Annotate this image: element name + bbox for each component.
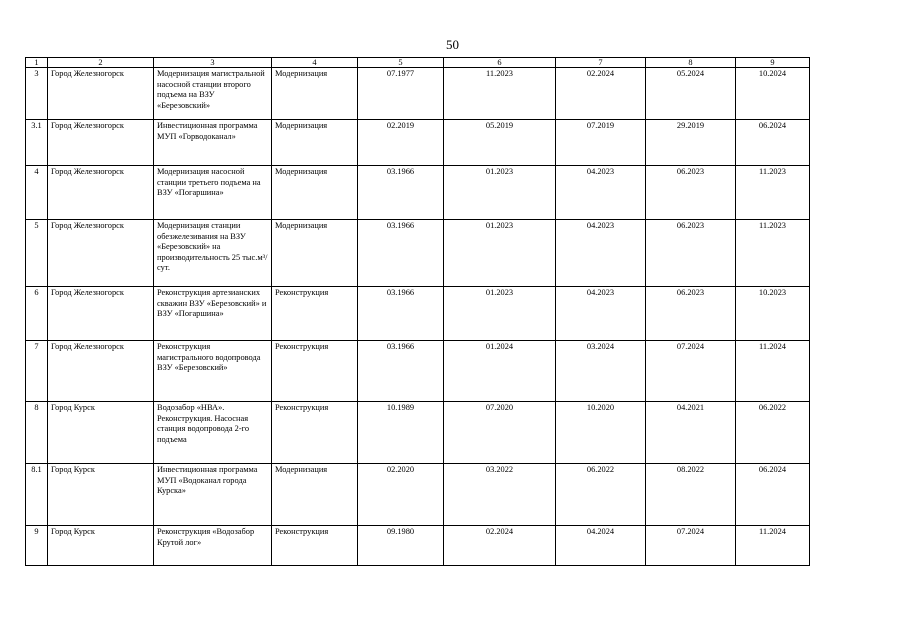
page-number: 50 [446, 37, 459, 52]
date-cell: 05.2019 [444, 120, 556, 166]
row-number: 8 [26, 402, 48, 464]
object-cell: Модернизация станции обезжелезивания на ВЗУ «Березовский» на производительность 25 тыс.м³/сут. [154, 220, 272, 287]
table-row [26, 166, 810, 220]
city-cell: Город Курск [48, 464, 154, 526]
date-cell: 01.2023 [444, 220, 556, 287]
column-header: 3 [154, 58, 272, 68]
date-cell: 03.1966 [358, 166, 444, 220]
table-row [26, 220, 810, 287]
date-cell: 03.1966 [358, 341, 444, 402]
date-cell: 02.2024 [556, 68, 646, 120]
table-row [26, 464, 810, 526]
date-cell: 04.2024 [556, 526, 646, 566]
date-cell: 07.2020 [444, 402, 556, 464]
date-cell: 01.2024 [444, 341, 556, 402]
date-cell: 01.2023 [444, 166, 556, 220]
row-number: 7 [26, 341, 48, 402]
date-cell: 10.2023 [736, 287, 810, 341]
date-cell: 04.2023 [556, 287, 646, 341]
row-number: 3.1 [26, 120, 48, 166]
work-type-cell: Реконструкция [272, 526, 358, 566]
row-number: 3 [26, 68, 48, 120]
row-number: 6 [26, 287, 48, 341]
column-header: 7 [556, 58, 646, 68]
date-cell: 02.2024 [444, 526, 556, 566]
date-cell: 11.2024 [736, 341, 810, 402]
date-cell: 29.2019 [646, 120, 736, 166]
table-row [26, 402, 810, 464]
date-cell: 02.2020 [358, 464, 444, 526]
city-cell: Город Железногорск [48, 120, 154, 166]
date-cell: 02.2019 [358, 120, 444, 166]
table-row [26, 341, 810, 402]
date-cell: 09.1980 [358, 526, 444, 566]
date-cell: 03.1966 [358, 287, 444, 341]
column-header: 5 [358, 58, 444, 68]
date-cell: 10.2024 [736, 68, 810, 120]
row-number: 4 [26, 166, 48, 220]
date-cell: 06.2024 [736, 464, 810, 526]
row-number: 9 [26, 526, 48, 566]
date-cell: 06.2022 [556, 464, 646, 526]
table-row [26, 526, 810, 566]
date-cell: 06.2023 [646, 166, 736, 220]
work-type-cell: Модернизация [272, 166, 358, 220]
city-cell: Город Железногорск [48, 166, 154, 220]
work-type-cell: Реконструкция [272, 287, 358, 341]
city-cell: Город Железногорск [48, 68, 154, 120]
object-cell: Водозабор «НВА». Реконструкция. Насосная станция водопровода 2-го подъема [154, 402, 272, 464]
date-cell: 10.1989 [358, 402, 444, 464]
date-cell: 06.2022 [736, 402, 810, 464]
date-cell: 08.2022 [646, 464, 736, 526]
date-cell: 10.2020 [556, 402, 646, 464]
date-cell: 04.2021 [646, 402, 736, 464]
row-number: 5 [26, 220, 48, 287]
date-cell: 11.2023 [444, 68, 556, 120]
schedule-table [25, 57, 810, 566]
date-cell: 06.2023 [646, 220, 736, 287]
table-row [26, 68, 810, 120]
date-cell: 01.2023 [444, 287, 556, 341]
object-cell: Инвестиционная программа МУП «Горводоканал» [154, 120, 272, 166]
city-cell: Город Железногорск [48, 220, 154, 287]
date-cell: 03.2024 [556, 341, 646, 402]
date-cell: 06.2024 [736, 120, 810, 166]
city-cell: Город Железногорск [48, 287, 154, 341]
table-row [26, 120, 810, 166]
date-cell: 03.2022 [444, 464, 556, 526]
object-cell: Реконструкция магистрального водопровода ВЗУ «Березовский» [154, 341, 272, 402]
date-cell: 07.2024 [646, 526, 736, 566]
column-header: 1 [26, 58, 48, 68]
object-cell: Модернизация магистральной насосной станции второго подъема на ВЗУ «Березовский» [154, 68, 272, 120]
object-cell: Реконструкция артезианских скважин ВЗУ «Березовский» и ВЗУ «Погаршина» [154, 287, 272, 341]
column-header: 2 [48, 58, 154, 68]
object-cell: Модернизация насосной станции третьего подъема на ВЗУ «Погаршина» [154, 166, 272, 220]
date-cell: 11.2024 [736, 526, 810, 566]
city-cell: Город Железногорск [48, 341, 154, 402]
date-cell: 07.2019 [556, 120, 646, 166]
date-cell: 11.2023 [736, 166, 810, 220]
column-header: 9 [736, 58, 810, 68]
work-type-cell: Модернизация [272, 464, 358, 526]
row-number: 8.1 [26, 464, 48, 526]
date-cell: 06.2023 [646, 287, 736, 341]
date-cell: 07.1977 [358, 68, 444, 120]
column-header: 8 [646, 58, 736, 68]
work-type-cell: Модернизация [272, 68, 358, 120]
object-cell: Реконструкция «Водозабор Крутой лог» [154, 526, 272, 566]
object-cell: Инвестиционная программа МУП «Водоканал города Курска» [154, 464, 272, 526]
date-cell: 07.2024 [646, 341, 736, 402]
date-cell: 04.2023 [556, 166, 646, 220]
city-cell: Город Курск [48, 526, 154, 566]
city-cell: Город Курск [48, 402, 154, 464]
column-header: 4 [272, 58, 358, 68]
table-row [26, 287, 810, 341]
date-cell: 03.1966 [358, 220, 444, 287]
work-type-cell: Модернизация [272, 220, 358, 287]
work-type-cell: Модернизация [272, 120, 358, 166]
work-type-cell: Реконструкция [272, 341, 358, 402]
date-cell: 05.2024 [646, 68, 736, 120]
header-row [26, 58, 810, 68]
date-cell: 11.2023 [736, 220, 810, 287]
work-type-cell: Реконструкция [272, 402, 358, 464]
column-header: 6 [444, 58, 556, 68]
date-cell: 04.2023 [556, 220, 646, 287]
